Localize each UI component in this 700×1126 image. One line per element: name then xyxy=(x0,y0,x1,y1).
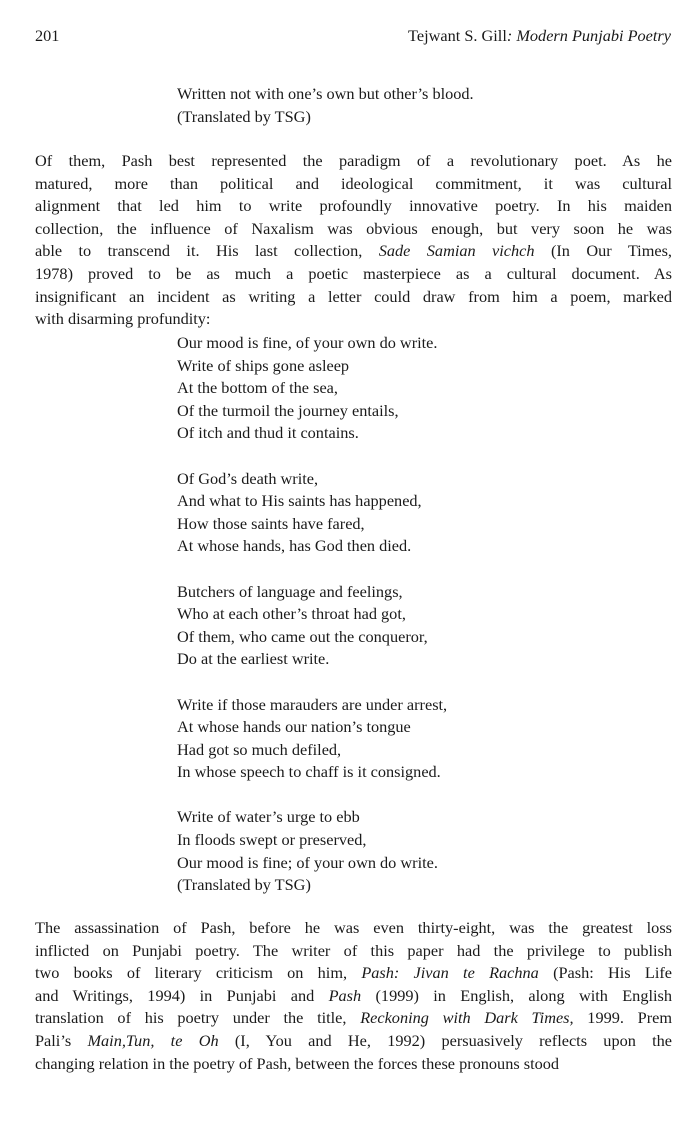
poem-letter xyxy=(177,332,447,897)
text-run: alignment that led him to write profoundly innovative poetry. In his maiden xyxy=(35,196,672,216)
poem-line: Our mood is fine; of your own do write. xyxy=(177,852,438,872)
text-line xyxy=(35,1007,672,1030)
text-run: changing relation in the poetry of Pash, between the forces these pronouns stood xyxy=(35,1053,560,1073)
running-head-title xyxy=(408,26,671,46)
verse-line: Written not with one’s own but other’s blood. xyxy=(177,84,474,103)
text-line xyxy=(35,240,672,263)
text-run: (Pash: His Life xyxy=(538,963,673,983)
text-run: (1999) in English, along with English xyxy=(361,985,672,1005)
italic-title: Pash: Jivan te Rachna xyxy=(361,963,539,983)
text-run: 1978) proved to be as much a poetic masterpiece as a cultural document. As xyxy=(35,263,672,283)
poem-line: In floods swept or preserved, xyxy=(177,830,367,850)
text-run: and Writings, 1994) in Punjabi and xyxy=(35,985,329,1005)
poem-line: Write if those marauders are under arrest, xyxy=(177,694,448,714)
text-run: Pali’s xyxy=(35,1030,88,1050)
text-line xyxy=(35,286,672,309)
poem-line: Write of water’s urge to ebb xyxy=(177,807,360,827)
poem-line: Of them, who came out the conqueror, xyxy=(177,626,428,646)
text-run: Of them, Pash best represented the paradigm of a revolutionary poet. As he xyxy=(35,151,672,170)
text-run: inflicted on Punjabi poetry. The writer of this paper had the privilege to publish xyxy=(35,940,672,960)
verse-excerpt-top xyxy=(177,83,474,128)
stanza-break xyxy=(177,558,447,581)
poem-line: Had got so much defiled, xyxy=(177,739,342,759)
poem-line: At whose hands our nation’s tongue xyxy=(177,717,411,737)
text-line xyxy=(35,962,672,985)
poem-line: Butchers of language and feelings, xyxy=(177,581,403,601)
poem-line: Of itch and thud it contains. xyxy=(177,423,359,443)
poem-line: At whose hands, has God then died. xyxy=(177,536,412,556)
stanza-break xyxy=(177,445,447,468)
text-run: able to transcend it. His last collection, xyxy=(35,241,379,261)
text-line xyxy=(35,218,672,241)
text-line xyxy=(35,308,672,331)
italic-title: Pash xyxy=(328,985,362,1005)
poem-line: And what to His saints has happened, xyxy=(177,491,422,511)
poem-line: In whose speech to chaff is it consigned. xyxy=(177,762,441,782)
text-run: with disarming profundity: xyxy=(35,309,211,329)
text-run: 1999. Prem xyxy=(573,1008,673,1028)
running-header xyxy=(35,26,671,48)
text-run: matured, more than political and ideological commitment, it was cultural xyxy=(35,173,672,193)
text-run: translation of his poetry under the title, xyxy=(35,1008,361,1028)
poem-line: (Translated by TSG) xyxy=(177,875,311,895)
text-run: collection, the influence of Naxalism was obvious enough, but very soon he was xyxy=(35,218,672,238)
poem-line: Our mood is fine, of your own do write. xyxy=(177,333,438,352)
text-line xyxy=(35,173,672,196)
italic-title: Sade Samian vichch xyxy=(378,241,535,261)
text-run: insignificant an incident as writing a letter could draw from him a poem, marked xyxy=(35,286,672,306)
text-run: (I, You and He, 1992) persuasively reflects upon the xyxy=(218,1030,673,1050)
running-head-author: Tejwant S. Gill xyxy=(408,26,507,45)
poem-line: Of God’s death write, xyxy=(177,468,319,488)
text-line xyxy=(35,940,672,963)
text-line xyxy=(35,1053,672,1076)
poem-line: At the bottom of the sea, xyxy=(177,378,338,398)
text-run: The assassination of Pash, before he was even thirty-eight, was the greatest loss xyxy=(35,918,672,937)
italic-title: Main,Tun, te Oh xyxy=(87,1030,219,1050)
text-line xyxy=(35,263,672,286)
page-number: 201 xyxy=(35,26,60,45)
verse-translation-credit: (Translated by TSG) xyxy=(177,106,311,126)
text-line xyxy=(35,150,672,173)
text-run: two books of literary criticism on him, xyxy=(35,963,362,983)
italic-title: Reckoning with Dark Times, xyxy=(360,1008,574,1028)
stanza-break xyxy=(177,671,447,694)
paragraph-pash-revolutionary xyxy=(35,150,672,331)
stanza-break xyxy=(177,784,447,807)
text-line xyxy=(35,195,672,218)
text-line xyxy=(35,985,672,1008)
paragraph-assassination xyxy=(35,917,672,1075)
poem-line: Write of ships gone asleep xyxy=(177,355,350,375)
text-run: (In Our Times, xyxy=(534,241,673,261)
text-line xyxy=(35,1030,672,1053)
poem-line: Who at each other’s throat had got, xyxy=(177,604,406,624)
poem-line: How those saints have fared, xyxy=(177,513,365,533)
poem-line: Do at the earliest write. xyxy=(177,649,330,669)
running-head-book-title: : Modern Punjabi Poetry xyxy=(506,26,671,45)
poem-line: Of the turmoil the journey entails, xyxy=(177,400,399,420)
text-line xyxy=(35,917,672,940)
